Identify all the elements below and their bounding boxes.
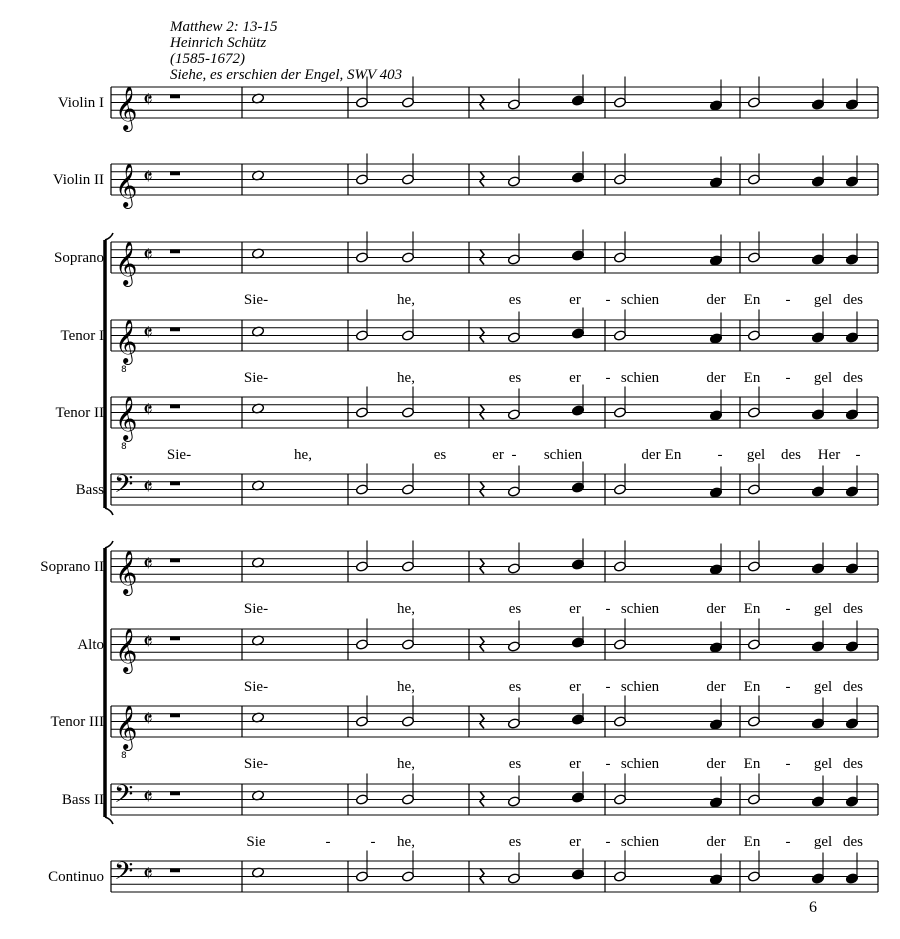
bass-clef-icon: 𝄢 — [114, 857, 134, 892]
note — [613, 619, 626, 651]
common-time-icon: 𝄵 — [143, 552, 153, 577]
lyric-syllable: - — [785, 756, 791, 772]
lyric-syllable: schien — [620, 756, 660, 772]
lyric-syllable: - — [605, 601, 611, 617]
treble-clef-icon: 𝄞 — [115, 319, 138, 363]
lyric-syllable: - — [605, 292, 611, 308]
note — [571, 849, 584, 881]
staff-5 — [111, 470, 878, 505]
octave-marker: 8 — [121, 751, 127, 761]
note — [613, 387, 626, 419]
note — [709, 390, 722, 422]
lyric-syllable: - — [785, 679, 791, 695]
lyric-syllable: - — [605, 370, 611, 386]
staff-label: Alto — [77, 637, 104, 653]
staff-7 — [111, 628, 878, 674]
lyric-syllable: es — [508, 834, 522, 850]
note — [571, 75, 584, 107]
lyric-syllable: Sie- — [243, 756, 269, 772]
note — [401, 774, 414, 806]
note — [355, 774, 368, 806]
lyric-syllable: - — [855, 447, 861, 463]
note — [613, 154, 626, 186]
note — [571, 772, 584, 804]
staff-10 — [111, 857, 878, 892]
note — [571, 694, 584, 726]
lyric-syllable: des — [843, 756, 863, 772]
note — [747, 696, 760, 728]
lyric-syllable: En — [664, 447, 682, 463]
rest-icon — [170, 404, 180, 408]
staff-label: Soprano — [54, 250, 104, 266]
lyric-syllable: des — [843, 679, 863, 695]
common-time-icon: 𝄵 — [143, 165, 153, 190]
note — [747, 77, 760, 109]
note — [355, 851, 368, 883]
lyric-syllable: gel — [813, 756, 833, 772]
rest-icon — [170, 868, 180, 872]
lyric-syllable: gel — [813, 370, 833, 386]
treble-clef-icon: 𝄞 — [115, 241, 138, 285]
lyric-syllable: er — [569, 292, 581, 308]
note — [709, 80, 722, 112]
rest-icon — [170, 713, 180, 717]
lyric-syllable: - — [325, 834, 331, 850]
lyric-syllable: er — [492, 447, 504, 463]
note — [747, 232, 760, 264]
note — [355, 232, 368, 264]
note — [709, 235, 722, 267]
treble-clef-icon: 𝄞 — [115, 86, 138, 130]
note — [571, 308, 584, 340]
lyric-syllable: Sie- — [243, 370, 269, 386]
lyric-syllable: En — [743, 370, 761, 386]
note — [613, 696, 626, 728]
lyric-syllable: - — [785, 601, 791, 617]
lyric-syllable: er — [569, 834, 581, 850]
staff-label: Tenor III — [50, 714, 104, 730]
lyric-syllable: he, — [397, 601, 415, 617]
lyric-syllable: gel — [813, 679, 833, 695]
treble-clef-icon: 𝄞 — [115, 163, 138, 207]
octave-marker: 8 — [121, 365, 127, 375]
lyric-syllable: es — [508, 292, 522, 308]
note — [709, 313, 722, 345]
page-number: 6 — [809, 899, 817, 916]
staff-4 — [111, 396, 878, 452]
staff-6 — [111, 550, 878, 596]
note — [571, 152, 584, 184]
lyric-syllable: schien — [620, 601, 660, 617]
rest-icon — [170, 481, 180, 485]
lyric-syllable: der — [706, 679, 726, 695]
note — [355, 696, 368, 728]
treble-clef-icon: 𝄞 — [115, 628, 138, 672]
header-dates: (1585-1672) — [170, 51, 245, 67]
note — [571, 385, 584, 417]
note — [355, 77, 368, 109]
rest-icon — [170, 558, 180, 562]
lyric-syllable: der — [706, 756, 726, 772]
lyric-syllable: - — [717, 447, 723, 463]
note — [709, 157, 722, 189]
lyric-syllable: - — [785, 834, 791, 850]
lyric-syllable: - — [605, 756, 611, 772]
lyric-syllable: der — [706, 601, 726, 617]
lyric-syllable: - — [370, 834, 376, 850]
lyric-syllable: he, — [397, 679, 415, 695]
lyric-syllable: er — [569, 601, 581, 617]
note — [401, 77, 414, 109]
note — [613, 774, 626, 806]
lyric-syllable: En — [743, 756, 761, 772]
note — [355, 464, 368, 496]
note — [613, 310, 626, 342]
choir-2-bracket — [105, 541, 113, 824]
note — [355, 541, 368, 573]
staff-label: Continuo — [48, 869, 104, 885]
note — [355, 310, 368, 342]
common-time-icon: 𝄵 — [143, 630, 153, 655]
lyric-syllable: En — [743, 292, 761, 308]
note — [401, 696, 414, 728]
header-scripture: Matthew 2: 13-15 — [170, 19, 278, 35]
lyric-syllable: es — [508, 756, 522, 772]
staff-9 — [111, 780, 878, 815]
lyric-syllable: Sie- — [243, 292, 269, 308]
common-time-icon: 𝄵 — [143, 243, 153, 268]
lyric-syllable: des — [843, 292, 863, 308]
note — [747, 619, 760, 651]
rest-icon — [170, 249, 180, 253]
note — [613, 541, 626, 573]
note — [571, 230, 584, 262]
note — [747, 387, 760, 419]
lyric-syllable: es — [508, 370, 522, 386]
common-time-icon: 𝄵 — [143, 475, 153, 500]
staff-1 — [111, 163, 878, 209]
lyric-syllable: he, — [397, 756, 415, 772]
note — [747, 154, 760, 186]
staff-label: Tenor I — [60, 328, 104, 344]
octave-marker: 8 — [121, 442, 127, 452]
note — [747, 774, 760, 806]
common-time-icon: 𝄵 — [143, 785, 153, 810]
lyric-syllable: der — [706, 292, 726, 308]
note — [571, 462, 584, 494]
note — [709, 467, 722, 499]
note — [709, 854, 722, 886]
note — [401, 851, 414, 883]
rest-icon — [170, 327, 180, 331]
staff-3 — [111, 319, 878, 375]
note — [709, 622, 722, 654]
rest-icon — [170, 94, 180, 98]
lyric-syllable: Sie — [246, 834, 266, 850]
note — [401, 232, 414, 264]
note — [709, 777, 722, 809]
staff-label: Violin II — [52, 172, 104, 188]
rest-icon — [170, 791, 180, 795]
staff-0 — [111, 86, 878, 132]
lyric-syllable: he, — [397, 292, 415, 308]
lyric-syllable: er — [569, 679, 581, 695]
lyric-syllable: Her — [817, 447, 841, 463]
treble-clef-icon: 𝄞 — [115, 705, 138, 749]
note — [401, 619, 414, 651]
note — [747, 310, 760, 342]
common-time-icon: 𝄵 — [143, 398, 153, 423]
note — [355, 387, 368, 419]
common-time-icon: 𝄵 — [143, 321, 153, 346]
staff-label: Bass II — [61, 792, 104, 808]
lyric-syllable: des — [843, 370, 863, 386]
lyric-syllable: des — [843, 834, 863, 850]
note — [355, 619, 368, 651]
header-title: Siehe, es erschien der Engel, SWV 403 — [170, 67, 403, 83]
lyric-syllable: des — [781, 447, 801, 463]
lyric-syllable: - — [785, 292, 791, 308]
choir-1-bracket — [105, 233, 113, 515]
note — [401, 464, 414, 496]
lyric-syllable: schien — [620, 679, 660, 695]
note — [401, 541, 414, 573]
note — [355, 154, 368, 186]
lyric-syllable: he, — [397, 834, 415, 850]
lyric-syllable: es — [508, 679, 522, 695]
note — [747, 464, 760, 496]
lyric-syllable: En — [743, 834, 761, 850]
note — [613, 232, 626, 264]
lyric-syllable: En — [743, 679, 761, 695]
lyric-syllable: der — [706, 834, 726, 850]
lyric-syllable: he, — [397, 370, 415, 386]
staff-label: Soprano II — [40, 559, 104, 575]
note — [571, 539, 584, 571]
treble-clef-icon: 𝄞 — [115, 550, 138, 594]
note — [613, 77, 626, 109]
staff-label: Tenor II — [55, 405, 104, 421]
common-time-icon: 𝄵 — [143, 88, 153, 113]
lyric-syllable: schien — [620, 370, 660, 386]
lyric-syllable: der — [706, 370, 726, 386]
note — [401, 387, 414, 419]
lyric-syllable: der — [641, 447, 661, 463]
treble-clef-icon: 𝄞 — [115, 396, 138, 440]
note — [401, 310, 414, 342]
rest-icon — [170, 171, 180, 175]
note — [613, 464, 626, 496]
rest-icon — [170, 636, 180, 640]
lyric-syllable: - — [605, 679, 611, 695]
lyric-syllable: er — [569, 756, 581, 772]
lyric-syllable: gel — [813, 601, 833, 617]
note — [747, 851, 760, 883]
note — [401, 154, 414, 186]
lyric-syllable: es — [433, 447, 447, 463]
common-time-icon: 𝄵 — [143, 707, 153, 732]
lyric-syllable: gel — [813, 292, 833, 308]
staff-8 — [111, 705, 878, 761]
staff-label: Violin I — [57, 95, 104, 111]
lyric-syllable: Sie- — [243, 601, 269, 617]
lyric-syllable: des — [843, 601, 863, 617]
lyric-syllable: Sie- — [166, 447, 192, 463]
lyric-syllable: En — [743, 601, 761, 617]
staff-label: Bass — [75, 482, 104, 498]
note — [571, 617, 584, 649]
lyric-syllable: he, — [294, 447, 312, 463]
bass-clef-icon: 𝄢 — [114, 780, 134, 815]
lyric-syllable: - — [785, 370, 791, 386]
bass-clef-icon: 𝄢 — [114, 470, 134, 505]
lyric-syllable: gel — [813, 834, 833, 850]
lyric-syllable: es — [508, 601, 522, 617]
note — [747, 541, 760, 573]
common-time-icon: 𝄵 — [143, 862, 153, 887]
note — [709, 699, 722, 731]
lyric-syllable: Sie- — [243, 679, 269, 695]
lyric-syllable: er — [569, 370, 581, 386]
header-composer: Heinrich Schütz — [170, 35, 267, 51]
note — [709, 544, 722, 576]
staff-2 — [111, 241, 878, 287]
note — [613, 851, 626, 883]
lyric-syllable: schien — [620, 834, 660, 850]
lyric-syllable: schien — [543, 447, 583, 463]
lyric-syllable: - — [605, 834, 611, 850]
lyric-syllable: - — [511, 447, 517, 463]
lyric-syllable: schien — [620, 292, 660, 308]
lyric-syllable: gel — [746, 447, 766, 463]
